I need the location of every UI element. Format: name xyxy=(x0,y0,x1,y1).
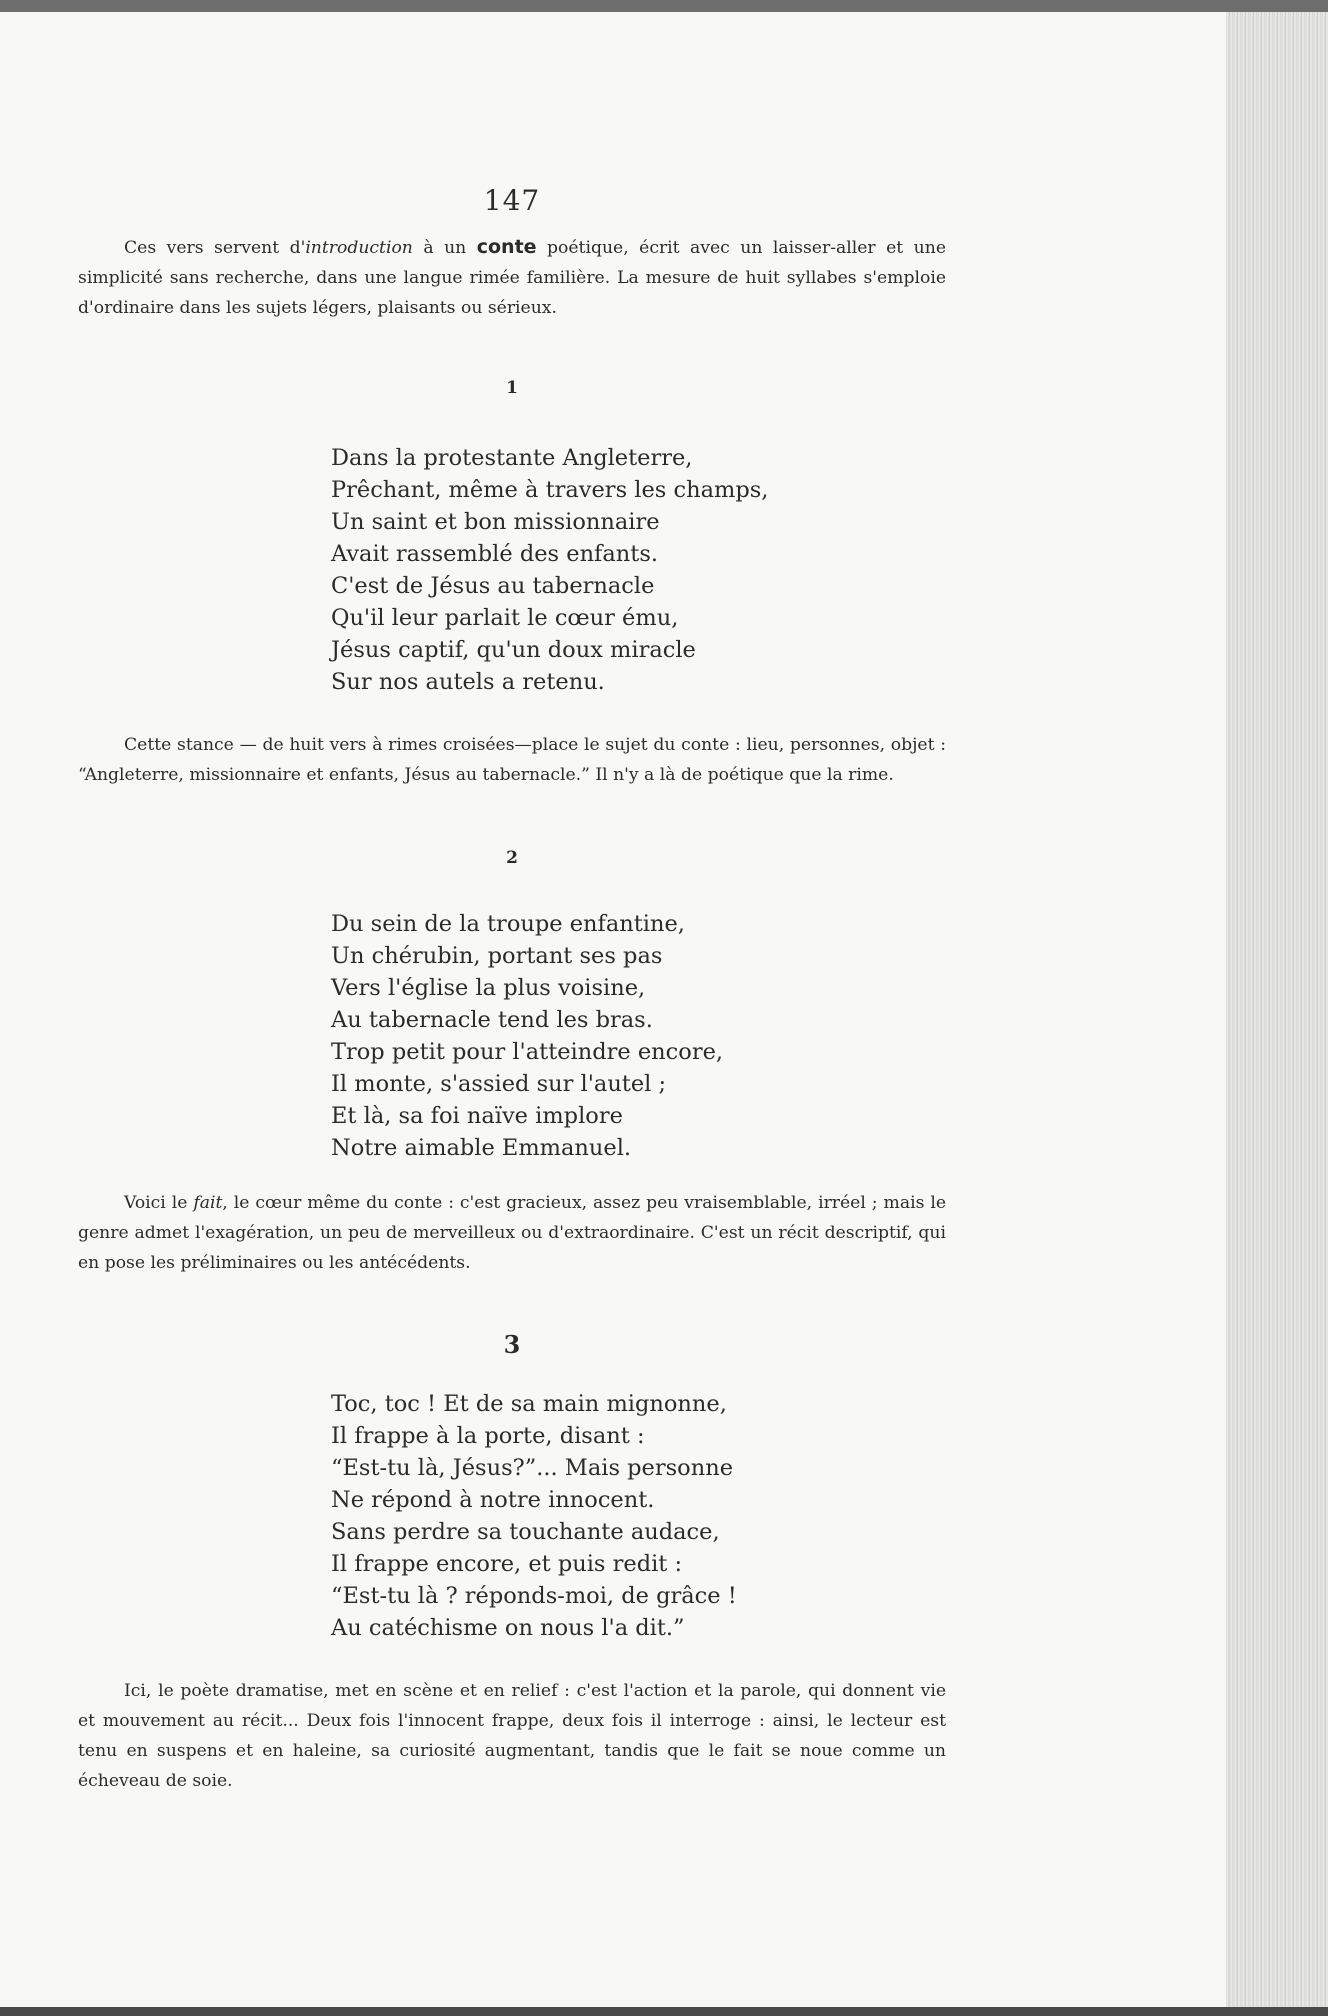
verse-line: “Est-tu là, Jésus?”... Mais personne xyxy=(331,1455,734,1481)
verse-line: Du sein de la troupe enfantine, xyxy=(331,911,685,937)
stanza-2 xyxy=(331,908,891,1164)
verse-line: Prêchant, même à travers les champs, xyxy=(331,477,769,503)
page-sheet xyxy=(0,12,1226,2007)
stanza-3 xyxy=(331,1388,891,1644)
verse-line: Notre aimable Emmanuel. xyxy=(331,1135,632,1161)
verse-line: Trop petit pour l'atteindre encore, xyxy=(331,1039,724,1065)
intro-bold-word: conte xyxy=(476,236,537,258)
intro-paragraph xyxy=(78,232,946,323)
commentary-2 xyxy=(78,1188,946,1278)
intro-text-end: poétique, écrit avec un laisser-aller et une simplicité sans recherche, dans une langue rimée familière. La mesure de huit syllabes s'emploie d'ordinaire dans les sujets légers, plaisants ou sérieux. xyxy=(78,238,946,318)
book-page-edges xyxy=(1226,12,1328,2007)
intro-text-middle: à un xyxy=(412,238,477,258)
verse-line: Et là, sa foi naïve implore xyxy=(331,1103,623,1129)
verse-line: Il frappe à la porte, disant : xyxy=(331,1423,645,1449)
verse-line: Sans perdre sa touchante audace, xyxy=(331,1519,720,1545)
section-number-3: 3 xyxy=(503,1330,521,1359)
commentary-2-emphasis: fait xyxy=(193,1193,223,1213)
verse-line: “Est-tu là ? réponds-moi, de grâce ! xyxy=(331,1583,737,1609)
intro-emphasis: introduction xyxy=(305,238,413,258)
section-number-1: 1 xyxy=(506,378,518,398)
verse-line: Qu'il leur parlait le cœur ému, xyxy=(331,605,679,631)
intro-text-start: Ces vers servent d' xyxy=(124,238,306,258)
commentary-2-rest: , le cœur même du conte : c'est gracieux, assez peu vraisemblable, irréel ; mais le genre admet l'exagération, un peu de merveilleux ou d'extraordinaire. C'est un récit descriptif, qui en pose les préliminaires ou les antécédents. xyxy=(78,1193,946,1273)
verse-line: Un saint et bon missionnaire xyxy=(331,509,660,535)
verse-line: Sur nos autels a retenu. xyxy=(331,669,605,695)
verse-line: Il frappe encore, et puis redit : xyxy=(331,1551,683,1577)
commentary-3: Ici, le poète dramatise, met en scène et en relief : c'est l'action et la parole, qui donnent vie et mouvement au récit... Deux fois l'innocent frappe, deux fois il interroge : ainsi, le lecteur est tenu en suspens et en haleine, sa curiosité augmentant, tandis que le fait se noue comme un écheveau de soie. xyxy=(78,1681,946,1791)
verse-line: Il monte, s'assied sur l'autel ; xyxy=(331,1071,667,1097)
commentary-2-start: Voici le xyxy=(124,1193,194,1213)
verse-line: Un chérubin, portant ses pas xyxy=(331,943,663,969)
scan-bottom-shadow xyxy=(0,2007,1328,2016)
verse-line: Jésus captif, qu'un doux miracle xyxy=(331,637,696,663)
page-number: 147 xyxy=(483,184,541,217)
verse-line: Ne répond à notre innocent. xyxy=(331,1487,655,1513)
verse-line: Au tabernacle tend les bras. xyxy=(331,1007,653,1033)
verse-line: Toc, toc ! Et de sa main mignonne, xyxy=(331,1391,727,1417)
verse-line: Vers l'église la plus voisine, xyxy=(331,975,646,1001)
section-number-2: 2 xyxy=(506,848,518,868)
commentary-1: Cette stance — de huit vers à rimes croisées—place le sujet du conte : lieu, personnes, objet : “Angleterre, missionnaire et enfants, Jésus au tabernacle.” Il n'y a là de poétique que la rime. xyxy=(78,735,946,785)
verse-line: Au catéchisme on nous l'a dit.” xyxy=(331,1615,685,1641)
verse-line: Dans la protestante Angleterre, xyxy=(331,445,693,471)
verse-line: C'est de Jésus au tabernacle xyxy=(331,573,655,599)
stanza-1 xyxy=(331,442,891,698)
verse-line: Avait rassemblé des enfants. xyxy=(331,541,659,567)
